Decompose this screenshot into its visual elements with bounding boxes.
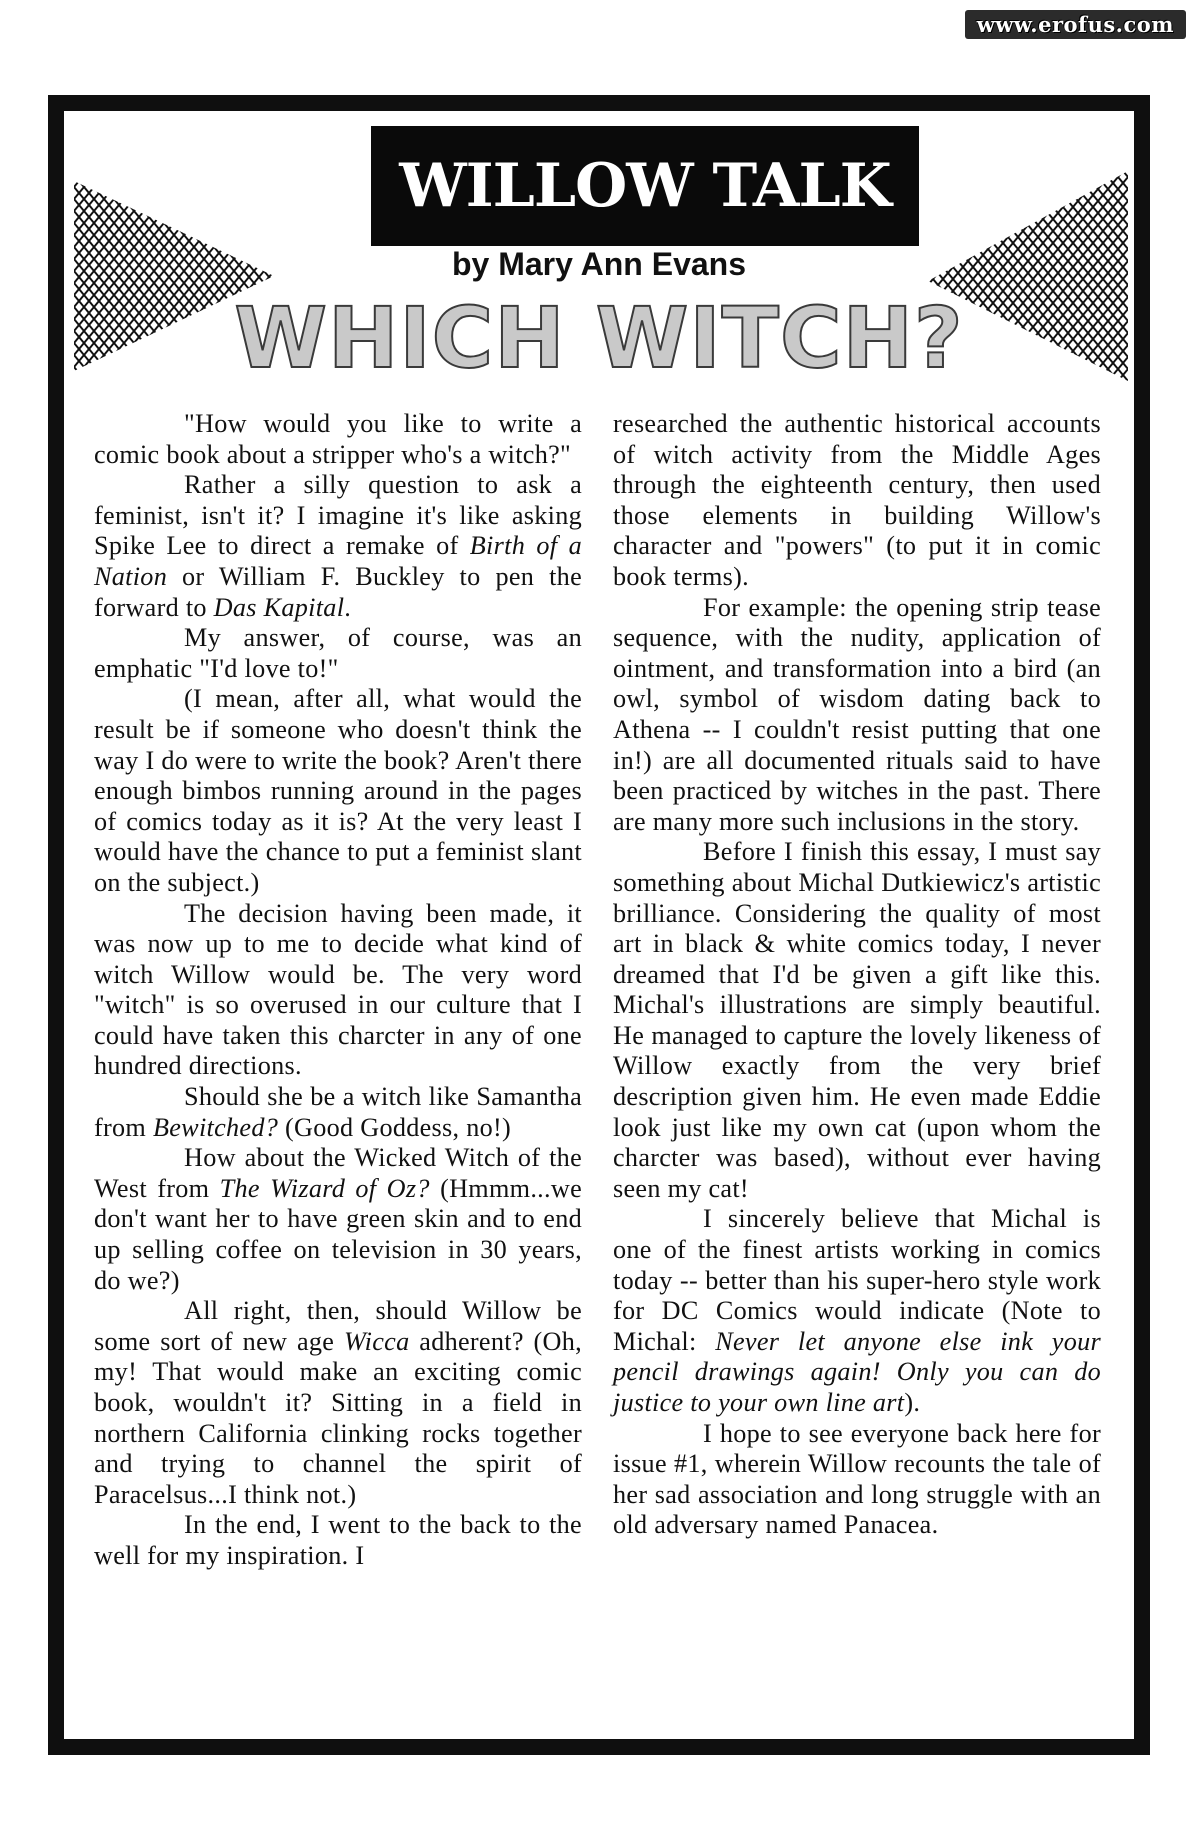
headline: WHICH WITCH? (234, 289, 964, 387)
paragraph: Before I finish this essay, I must say something about Michal Dutkiewicz's artistic brilliance. Considering the quality of most art in black & white comics today, I never dreamed that I'd be given a gift like this. Michal's illustrations are simply beautiful. He managed to capture the lovely likeness of Willow exactly from the very brief description given him. He even made Eddie look just like my own cat (upon whom the charcter was based), without ever having seen my cat! (613, 837, 1101, 1203)
text-column-left (94, 409, 582, 1572)
paragraph: researched the authentic historical accounts of witch activity from the Middle Ages through the eighteenth century, then used those elements in building Willow's character and "powers" (to put it in comic book terms). (613, 409, 1101, 591)
paragraph: "How would you like to write a comic book about a stripper who's a witch?" (94, 409, 582, 469)
paragraph: Rather a silly question to ask a feminist, isn't it? I imagine it's like asking Spike Lee to direct a remake of Birth of a Nation or William F. Buckley to pen the forward to Das Kapital. (94, 470, 583, 622)
paragraph: My answer, of course, was an emphatic "I'd love to!" (94, 623, 582, 683)
title-banner (371, 126, 919, 246)
paragraph: The decision having been made, it was now up to me to decide what kind of witch Willow would be. The very word "witch" is so overused in our culture that I could have taken this charcter in any of one hundred directions. (94, 898, 582, 1081)
paragraph: (I mean, after all, what would the result be if someone who doesn't think the way I do were to write the book? Aren't there enough bimbos running around in the pages of comics today as it is? At the very least I would have the chance to put a feminist slant on the subject.) (94, 684, 582, 897)
site-watermark: www.erofus.com (965, 10, 1186, 39)
paragraph: I sincerely believe that Michal is one of the finest artists working in comics today -- better than his super-hero style work for DC Comics would indicate (Note to Michal: Never let anyone else ink your pencil drawings again! Only you can do justice to your own line art). (613, 1204, 1101, 1417)
column-title: WILLOW TALK (399, 151, 891, 221)
paragraph: In the end, I went to the back to the well for my inspiration. I (94, 1510, 582, 1570)
paragraph: For example: the opening strip tease sequence, with the nudity, application of ointment, and transformation into a bird (an owl, symbol of wisdom dating back to Athena -- I couldn't resist putting that one in!) are all documented rituals said to have been practiced by witches in the past. There are many more such inclusions in the story. (613, 592, 1101, 836)
paragraph: How about the Wicked Witch of the West from The Wizard of Oz? (Hmmm...we don't want her to have green skin and to end up selling coffee on television in 30 years, do we?) (94, 1143, 582, 1295)
paragraph: Should she be a witch like Samantha from Bewitched? (Good Goddess, no!) (94, 1082, 582, 1142)
text-column-right (613, 409, 1101, 1541)
article-frame (48, 95, 1150, 1755)
paragraph: I hope to see everyone back here for issue #1, wherein Willow recounts the tale of her sad association and long struggle with an old adversary named Panacea. (613, 1418, 1101, 1540)
byline: by Mary Ann Evans (451, 246, 746, 282)
paragraph: All right, then, should Willow be some sort of new age Wicca adherent? (Oh, my! That would make an exciting comic book, wouldn't it? Sitting in a field in northern California clinking rocks together and trying to channel the spirit of Paracelsus...I think not.) (94, 1296, 582, 1509)
